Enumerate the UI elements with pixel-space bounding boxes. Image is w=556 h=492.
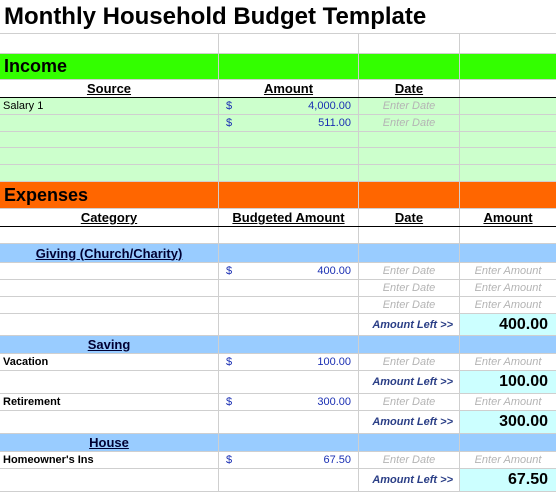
amount-header[interactable]: Amount [219,80,359,97]
expense-category-cell[interactable] [0,280,219,296]
cell[interactable] [219,54,359,79]
expense-row [0,263,556,280]
cell[interactable] [359,34,460,53]
currency-symbol: $ [226,356,233,368]
date-header[interactable]: Date [359,80,460,97]
cell[interactable] [219,34,359,53]
date-cell[interactable]: Enter Date [359,297,460,313]
cell[interactable] [460,54,556,79]
income-amount-cell[interactable] [219,115,359,131]
expense-category-cell[interactable]: Vacation [0,354,219,370]
cell[interactable] [219,371,359,393]
cell[interactable] [0,132,219,147]
cell[interactable] [460,165,556,181]
expense-row [0,280,556,297]
date-cell[interactable]: Enter Date [359,280,460,296]
budgeted-amount-value: 67.50 [323,454,351,466]
currency-symbol: $ [226,454,233,466]
cell[interactable] [460,34,556,53]
cell[interactable] [219,434,359,451]
cell[interactable] [460,80,556,97]
cell[interactable] [219,336,359,353]
expense-row [0,297,556,314]
amount-cell[interactable]: Enter Amount [474,265,542,277]
cell[interactable] [359,182,460,208]
amount-left-value[interactable]: 100.00 [460,371,556,393]
amount-left-row [0,371,556,394]
cell[interactable] [359,132,460,147]
group-header-giving [0,244,556,263]
category-header[interactable]: Category [0,209,219,226]
amount-cell[interactable]: Enter Amount [474,356,542,368]
page-title: Monthly Household Budget Template [4,3,427,30]
income-amount-value: 4,000.00 [308,100,351,112]
expenses-label[interactable]: Expenses [0,182,219,208]
income-source-cell[interactable]: Salary 1 [0,98,219,114]
cell[interactable] [219,469,359,491]
currency-symbol: $ [226,265,233,277]
group-header-house [0,434,556,452]
cell[interactable] [359,244,460,262]
cell[interactable] [0,469,219,491]
date-cell[interactable]: Enter Date [359,394,460,410]
budgeted-amount-value: 400.00 [317,265,351,277]
cell[interactable] [460,434,556,451]
income-date-cell[interactable]: Enter Date [359,98,460,114]
cell[interactable] [219,411,359,433]
cell[interactable] [219,132,359,147]
cell[interactable] [219,227,359,243]
budgeted-amount-cell[interactable] [219,297,359,313]
cell[interactable] [460,244,556,262]
cell[interactable] [0,148,219,164]
cell[interactable] [460,336,556,353]
cell[interactable] [359,227,460,243]
budgeted-amount-cell[interactable] [219,394,359,410]
amount-cell[interactable]: Enter Amount [474,299,542,311]
expenses-section-header [0,182,556,209]
date-cell[interactable]: Enter Date [359,263,460,279]
group-name-saving[interactable]: Saving [0,336,219,353]
amount-left-label: Amount Left >> [359,371,460,393]
income-date-cell[interactable]: Enter Date [359,115,460,131]
income-label[interactable]: Income [0,54,219,79]
budgeted-amount-cell[interactable] [219,280,359,296]
cell[interactable] [0,165,219,181]
income-row [0,132,556,148]
budgeted-amount-cell[interactable] [219,354,359,370]
income-amount-cell[interactable] [219,98,359,114]
income-row [0,115,556,132]
amount-cell[interactable]: Enter Amount [474,454,542,466]
cell[interactable] [219,148,359,164]
date-cell[interactable]: Enter Date [359,452,460,468]
amount-left-row [0,469,556,492]
cell[interactable] [0,411,219,433]
amount-left-value[interactable]: 67.50 [460,469,556,491]
amount-left-label: Amount Left >> [359,411,460,433]
income-row [0,165,556,182]
cell[interactable] [460,148,556,164]
cell[interactable] [460,98,556,114]
expense-row [0,354,556,371]
expense-category-cell[interactable]: Retirement [0,394,219,410]
budgeted-amount-cell[interactable] [219,263,359,279]
budgeted-amount-value: 100.00 [317,356,351,368]
group-header-saving [0,336,556,354]
cell[interactable] [359,434,460,451]
budgeted-amount-value: 300.00 [317,396,351,408]
budgeted-amount-cell[interactable] [219,452,359,468]
amount-left-row [0,411,556,434]
date-header[interactable]: Date [359,209,460,226]
expenses-column-headers [0,209,556,227]
amount-left-value[interactable]: 400.00 [460,314,556,335]
cell[interactable] [0,314,219,335]
amount-left-row [0,314,556,336]
currency-symbol: $ [226,117,233,129]
amount-left-label: Amount Left >> [359,314,460,335]
blank-row [0,227,556,244]
income-column-headers [0,80,556,98]
cell[interactable] [219,314,359,335]
income-section-header [0,54,556,80]
amount-cell[interactable]: Enter Amount [474,396,542,408]
currency-symbol: $ [226,396,233,408]
currency-symbol: $ [226,100,233,112]
cell[interactable] [0,371,219,393]
income-row [0,148,556,165]
cell[interactable] [219,244,359,262]
budgeted-amount-header[interactable]: Budgeted Amount [219,209,359,226]
cell[interactable] [359,165,460,181]
cell[interactable] [359,148,460,164]
cell[interactable] [219,165,359,181]
cell[interactable] [460,132,556,147]
date-cell[interactable]: Enter Date [359,354,460,370]
amount-header[interactable]: Amount [483,210,533,225]
amount-left-label: Amount Left >> [359,469,460,491]
cell[interactable] [219,182,359,208]
cell[interactable] [0,34,219,53]
expense-category-cell[interactable] [0,297,219,313]
group-name-giving[interactable]: Giving (Church/Charity) [0,244,219,262]
income-source-cell[interactable] [0,115,219,131]
amount-cell[interactable]: Enter Amount [474,282,542,294]
cell[interactable] [460,182,556,208]
cell[interactable] [460,115,556,131]
title-row [0,0,556,34]
blank-row [0,34,556,54]
cell[interactable] [460,227,556,243]
group-name-house[interactable]: House [0,434,219,451]
cell[interactable] [359,336,460,353]
expense-category-cell[interactable]: Homeowner's Ins [0,452,219,468]
expense-row [0,452,556,469]
amount-left-value[interactable]: 300.00 [460,411,556,433]
expense-category-cell[interactable] [0,263,219,279]
income-amount-value: 511.00 [318,117,351,129]
source-header[interactable]: Source [0,80,219,97]
cell[interactable] [359,54,460,79]
expense-row [0,394,556,411]
income-row [0,98,556,115]
cell[interactable] [0,227,219,243]
